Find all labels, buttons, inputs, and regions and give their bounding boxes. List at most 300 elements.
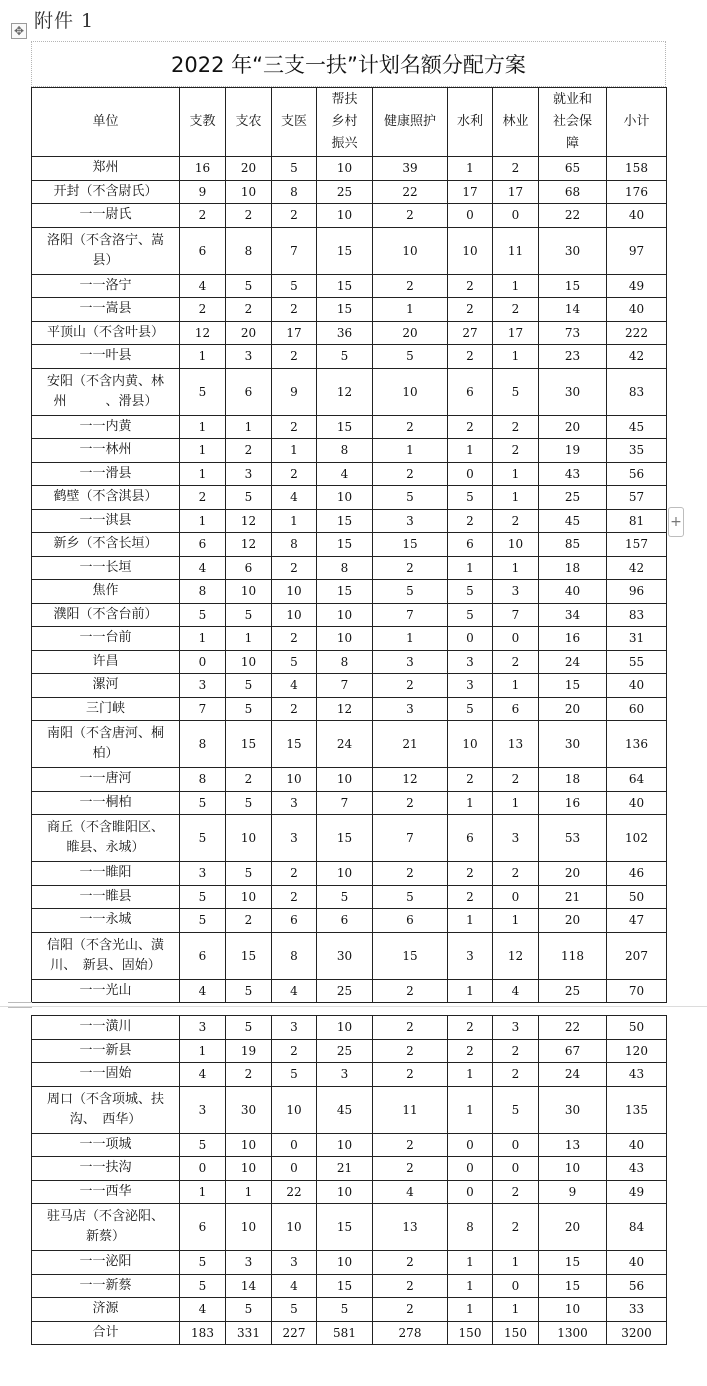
value-cell: 15: [317, 580, 373, 604]
value-cell: 10: [272, 1086, 317, 1133]
value-cell: 21: [539, 885, 607, 909]
value-cell: 4: [180, 556, 226, 580]
value-cell: 5: [180, 1274, 226, 1298]
value-cell: 10: [317, 768, 373, 792]
value-cell: 6: [448, 368, 493, 415]
value-cell: 0: [180, 1157, 226, 1181]
cell-text-line: 新蔡）: [85, 1229, 125, 1244]
cell-text-line: 一一洛宁: [79, 277, 132, 293]
cell-text-line: 一一台前: [79, 630, 132, 646]
unit-cell: [32, 180, 180, 204]
value-cell: 15: [373, 533, 448, 557]
value-cell: 0: [448, 1180, 493, 1204]
value-cell: 2: [493, 157, 539, 181]
value-cell: 56: [607, 1274, 667, 1298]
value-cell: 5: [448, 486, 493, 510]
value-cell: 2: [373, 1016, 448, 1040]
value-cell: 2: [226, 298, 272, 322]
unit-cell: [32, 415, 180, 439]
value-cell: 15: [317, 815, 373, 862]
value-cell: 1: [180, 627, 226, 651]
table-row: [32, 603, 667, 627]
table-row: [32, 298, 667, 322]
cell-text-line: 一一光山: [79, 982, 132, 998]
cell-text-line: 振兴: [331, 136, 358, 151]
table-row: [32, 345, 667, 369]
value-cell: 39: [373, 157, 448, 181]
value-cell: 0: [448, 462, 493, 486]
unit-cell: [32, 439, 180, 463]
value-cell: 2: [272, 298, 317, 322]
value-cell: 43: [607, 1063, 667, 1087]
cell-text-line: 支教: [189, 114, 216, 129]
value-cell: 4: [180, 274, 226, 298]
cell-text-line: 一一林州: [79, 442, 132, 458]
table-row: [32, 721, 667, 768]
value-cell: 8: [448, 1204, 493, 1251]
value-cell: 15: [226, 721, 272, 768]
value-cell: 0: [272, 1133, 317, 1157]
value-cell: 47: [607, 909, 667, 933]
value-cell: 22: [373, 180, 448, 204]
value-cell: 40: [539, 580, 607, 604]
value-cell: 3: [317, 1063, 373, 1087]
value-cell: 85: [539, 533, 607, 557]
cell-text-line: 州 、滑县）: [53, 393, 158, 409]
value-cell: 1: [180, 415, 226, 439]
value-cell: 1: [493, 462, 539, 486]
unit-cell: [32, 1274, 180, 1298]
value-cell: 7: [317, 674, 373, 698]
value-cell: 2: [493, 1063, 539, 1087]
value-cell: 5: [226, 1298, 272, 1322]
value-cell: 7: [317, 791, 373, 815]
value-cell: 1: [180, 509, 226, 533]
cell-text-line: 一一长垣: [79, 559, 132, 575]
value-cell: 13: [493, 721, 539, 768]
value-cell: 2: [493, 1180, 539, 1204]
value-cell: 17: [493, 180, 539, 204]
cell-text-line: 社会保: [552, 114, 592, 129]
value-cell: 10: [317, 486, 373, 510]
value-cell: 2: [373, 791, 448, 815]
value-cell: 0: [272, 1157, 317, 1181]
value-cell: 10: [539, 1157, 607, 1181]
unit-cell: [32, 204, 180, 228]
value-cell: 5: [226, 603, 272, 627]
value-cell: 2: [272, 885, 317, 909]
value-cell: 2: [373, 415, 448, 439]
value-cell: 6: [226, 556, 272, 580]
value-cell: 81: [607, 509, 667, 533]
allocation-table-page-2: [31, 1015, 667, 1345]
value-cell: 1: [226, 627, 272, 651]
unit-cell: [32, 979, 180, 1003]
value-cell: 2: [373, 1157, 448, 1181]
value-cell: 10: [317, 1251, 373, 1275]
value-cell: 1: [493, 791, 539, 815]
value-cell: 42: [607, 556, 667, 580]
value-cell: 10: [226, 1157, 272, 1181]
value-cell: 2: [272, 697, 317, 721]
value-cell: 2: [373, 1274, 448, 1298]
value-cell: 56: [607, 462, 667, 486]
value-cell: 15: [539, 674, 607, 698]
value-cell: 22: [272, 1180, 317, 1204]
unit-cell: [32, 885, 180, 909]
cell-text-line: 南阳（不含唐河、桐: [46, 726, 164, 741]
value-cell: 0: [493, 1157, 539, 1181]
value-cell: 120: [607, 1039, 667, 1063]
header-row: [32, 88, 667, 157]
header-cell: [373, 88, 448, 157]
cell-text-line: 支医: [280, 114, 307, 129]
value-cell: 1: [493, 1251, 539, 1275]
unit-cell: [32, 345, 180, 369]
value-cell: 3: [226, 462, 272, 486]
add-column-handle-icon[interactable]: +: [668, 507, 684, 537]
value-cell: 5: [448, 580, 493, 604]
value-cell: 118: [539, 932, 607, 979]
value-cell: 49: [607, 274, 667, 298]
value-cell: 2: [226, 439, 272, 463]
value-cell: 12: [226, 509, 272, 533]
table-row: [32, 697, 667, 721]
value-cell: 3: [272, 791, 317, 815]
table-row: [32, 909, 667, 933]
header-cell: [226, 88, 272, 157]
value-cell: 45: [539, 509, 607, 533]
value-cell: 157: [607, 533, 667, 557]
value-cell: 35: [607, 439, 667, 463]
value-cell: 24: [317, 721, 373, 768]
value-cell: 10: [448, 227, 493, 274]
value-cell: 30: [226, 1086, 272, 1133]
value-cell: 5: [180, 791, 226, 815]
value-cell: 2: [373, 979, 448, 1003]
unit-cell: [32, 909, 180, 933]
cell-text-line: 一一尉氏: [79, 207, 132, 223]
value-cell: 5: [373, 885, 448, 909]
allocation-table-page-1: [31, 87, 667, 1003]
value-cell: 23: [539, 345, 607, 369]
value-cell: 5: [180, 1251, 226, 1275]
table-row: [32, 321, 667, 345]
value-cell: 4: [272, 979, 317, 1003]
table-row: [32, 674, 667, 698]
cell-text-line: 林业: [502, 114, 529, 129]
table-row: [32, 1133, 667, 1157]
cell-text-line: 一一扶沟: [79, 1160, 132, 1176]
value-cell: 2: [226, 909, 272, 933]
value-cell: 20: [226, 321, 272, 345]
table-row: [32, 1180, 667, 1204]
cell-text-line: 一一固始: [79, 1066, 132, 1082]
value-cell: 5: [493, 368, 539, 415]
value-cell: 3: [493, 580, 539, 604]
value-cell: 30: [317, 932, 373, 979]
cell-text-line: 川、 新县、固始）: [50, 957, 161, 973]
value-cell: 5: [180, 603, 226, 627]
value-cell: 6: [226, 368, 272, 415]
value-cell: 10: [226, 180, 272, 204]
value-cell: 8: [317, 650, 373, 674]
value-cell: 10: [272, 603, 317, 627]
cell-text-line: 一一新蔡: [79, 1277, 132, 1293]
value-cell: 3: [448, 674, 493, 698]
cell-text-line: 小计: [623, 114, 650, 129]
unit-cell: [32, 932, 180, 979]
cell-text-line: 鹤壁（不含淇县）: [53, 489, 158, 505]
value-cell: 19: [539, 439, 607, 463]
value-cell: 2: [448, 298, 493, 322]
table-row: [32, 368, 667, 415]
value-cell: 6: [493, 697, 539, 721]
value-cell: 6: [373, 909, 448, 933]
header-cell: [607, 88, 667, 157]
cell-text-line: 一一叶县: [79, 348, 132, 364]
cell-text-line: 驻马店（不含泌阳、: [46, 1209, 164, 1224]
value-cell: 49: [607, 1180, 667, 1204]
value-cell: 3: [373, 509, 448, 533]
value-cell: 3: [493, 1016, 539, 1040]
value-cell: 1: [448, 979, 493, 1003]
value-cell: 30: [539, 1086, 607, 1133]
value-cell: 6: [448, 533, 493, 557]
table-row: [32, 1298, 667, 1322]
cell-text-line: 郑州: [92, 160, 119, 176]
value-cell: 3: [272, 1016, 317, 1040]
value-cell: 2: [373, 274, 448, 298]
value-cell: 21: [373, 721, 448, 768]
value-cell: 2: [373, 862, 448, 886]
value-cell: 2: [373, 1063, 448, 1087]
table-row: [32, 650, 667, 674]
value-cell: 96: [607, 580, 667, 604]
value-cell: 5: [272, 157, 317, 181]
value-cell: 84: [607, 1204, 667, 1251]
value-cell: 0: [493, 885, 539, 909]
value-cell: 6: [180, 227, 226, 274]
header-cell: [180, 88, 226, 157]
cell-text-line: 漯河: [92, 677, 119, 693]
value-cell: 4: [180, 979, 226, 1003]
value-cell: 2: [373, 556, 448, 580]
value-cell: 70: [607, 979, 667, 1003]
value-cell: 1: [493, 486, 539, 510]
value-cell: 11: [373, 1086, 448, 1133]
table-row: [32, 1204, 667, 1251]
value-cell: 45: [317, 1086, 373, 1133]
value-cell: 7: [373, 603, 448, 627]
unit-cell: [32, 509, 180, 533]
value-cell: 2: [180, 204, 226, 228]
unit-cell: [32, 1016, 180, 1040]
cell-text-line: 睢县、永城）: [66, 840, 145, 855]
value-cell: 2: [448, 345, 493, 369]
value-cell: 5: [226, 862, 272, 886]
unit-cell: [32, 768, 180, 792]
value-cell: 9: [539, 1180, 607, 1204]
value-cell: 19: [226, 1039, 272, 1063]
value-cell: 15: [272, 721, 317, 768]
value-cell: 222: [607, 321, 667, 345]
value-cell: 5: [180, 368, 226, 415]
table-row: [32, 157, 667, 181]
value-cell: 10: [317, 157, 373, 181]
value-cell: 2: [373, 462, 448, 486]
value-cell: 3: [180, 862, 226, 886]
table-row: [32, 627, 667, 651]
value-cell: 3: [226, 1251, 272, 1275]
value-cell: 40: [607, 674, 667, 698]
value-cell: 5: [226, 674, 272, 698]
value-cell: 2: [493, 1039, 539, 1063]
value-cell: 50: [607, 885, 667, 909]
unit-cell: [32, 1086, 180, 1133]
value-cell: 7: [180, 697, 226, 721]
table-move-handle-icon[interactable]: ✥: [11, 23, 27, 39]
value-cell: 2: [272, 345, 317, 369]
value-cell: 331: [226, 1321, 272, 1345]
unit-cell: [32, 1039, 180, 1063]
header-cell: [272, 88, 317, 157]
cell-text-line: 一一项城: [79, 1136, 132, 1152]
attachment-label: 附件 1: [34, 10, 95, 32]
total-row: [32, 1321, 667, 1345]
cell-text-line: 一一唐河: [79, 771, 132, 787]
value-cell: 4: [272, 486, 317, 510]
value-cell: 13: [539, 1133, 607, 1157]
value-cell: 1: [493, 909, 539, 933]
value-cell: 2: [448, 885, 493, 909]
header-cell: [448, 88, 493, 157]
value-cell: 5: [317, 1298, 373, 1322]
value-cell: 25: [317, 180, 373, 204]
value-cell: 15: [373, 932, 448, 979]
value-cell: 4: [373, 1180, 448, 1204]
value-cell: 1: [226, 415, 272, 439]
value-cell: 20: [226, 157, 272, 181]
value-cell: 2: [272, 415, 317, 439]
value-cell: 2: [226, 1063, 272, 1087]
value-cell: 10: [317, 1180, 373, 1204]
value-cell: 10: [373, 227, 448, 274]
value-cell: 22: [539, 204, 607, 228]
table-row: [32, 1016, 667, 1040]
value-cell: 3: [448, 932, 493, 979]
value-cell: 68: [539, 180, 607, 204]
value-cell: 150: [448, 1321, 493, 1345]
value-cell: 20: [539, 415, 607, 439]
cell-text-line: 一一内黄: [79, 418, 132, 434]
cell-text-line: 一一睢阳: [79, 865, 132, 881]
unit-cell: [32, 1063, 180, 1087]
unit-cell: [32, 462, 180, 486]
value-cell: 12: [493, 932, 539, 979]
value-cell: 12: [317, 368, 373, 415]
value-cell: 5: [448, 697, 493, 721]
value-cell: 8: [317, 556, 373, 580]
value-cell: 20: [539, 1204, 607, 1251]
cell-text-line: 许昌: [92, 653, 119, 669]
value-cell: 1: [448, 157, 493, 181]
value-cell: 2: [272, 862, 317, 886]
table-row: [32, 580, 667, 604]
value-cell: 43: [607, 1157, 667, 1181]
table-row: [32, 533, 667, 557]
value-cell: 42: [607, 345, 667, 369]
cell-text-line: 一一泌阳: [79, 1254, 132, 1270]
value-cell: 3: [272, 1251, 317, 1275]
value-cell: 3: [180, 1016, 226, 1040]
value-cell: 8: [317, 439, 373, 463]
value-cell: 16: [539, 791, 607, 815]
value-cell: 1: [180, 462, 226, 486]
value-cell: 2: [448, 1039, 493, 1063]
value-cell: 2: [448, 768, 493, 792]
value-cell: 3200: [607, 1321, 667, 1345]
value-cell: 2: [373, 1133, 448, 1157]
table-row: [32, 1274, 667, 1298]
value-cell: 4: [180, 1298, 226, 1322]
value-cell: 12: [317, 697, 373, 721]
value-cell: 5: [226, 274, 272, 298]
value-cell: 27: [448, 321, 493, 345]
value-cell: 15: [317, 1204, 373, 1251]
unit-cell: [32, 556, 180, 580]
value-cell: 46: [607, 862, 667, 886]
value-cell: 24: [539, 650, 607, 674]
value-cell: 11: [493, 227, 539, 274]
document-title: 2022 年“三支一扶”计划名额分配方案: [31, 41, 666, 87]
value-cell: 24: [539, 1063, 607, 1087]
value-cell: 1: [448, 1251, 493, 1275]
value-cell: 34: [539, 603, 607, 627]
cell-text-line: 沟、 西华）: [69, 1111, 142, 1127]
value-cell: 67: [539, 1039, 607, 1063]
value-cell: 3: [180, 674, 226, 698]
value-cell: 15: [539, 1251, 607, 1275]
value-cell: 1: [448, 1274, 493, 1298]
value-cell: 1300: [539, 1321, 607, 1345]
value-cell: 1: [493, 1298, 539, 1322]
value-cell: 97: [607, 227, 667, 274]
unit-cell: [32, 697, 180, 721]
cell-text-line: 洛阳（不含洛宁、嵩: [46, 232, 164, 248]
table-row: [32, 274, 667, 298]
value-cell: 3: [180, 1086, 226, 1133]
value-cell: 5: [373, 486, 448, 510]
unit-cell: [32, 1251, 180, 1275]
value-cell: 25: [317, 1039, 373, 1063]
value-cell: 1: [493, 274, 539, 298]
value-cell: 10: [226, 650, 272, 674]
value-cell: 4: [493, 979, 539, 1003]
cell-text-line: 济源: [92, 1301, 119, 1317]
value-cell: 2: [448, 1016, 493, 1040]
value-cell: 6: [272, 909, 317, 933]
value-cell: 5: [373, 345, 448, 369]
header-cell: [317, 88, 373, 157]
table-row: [32, 509, 667, 533]
value-cell: 176: [607, 180, 667, 204]
value-cell: 17: [493, 321, 539, 345]
unit-cell: [32, 721, 180, 768]
value-cell: 40: [607, 298, 667, 322]
table-row: [32, 204, 667, 228]
value-cell: 45: [607, 415, 667, 439]
